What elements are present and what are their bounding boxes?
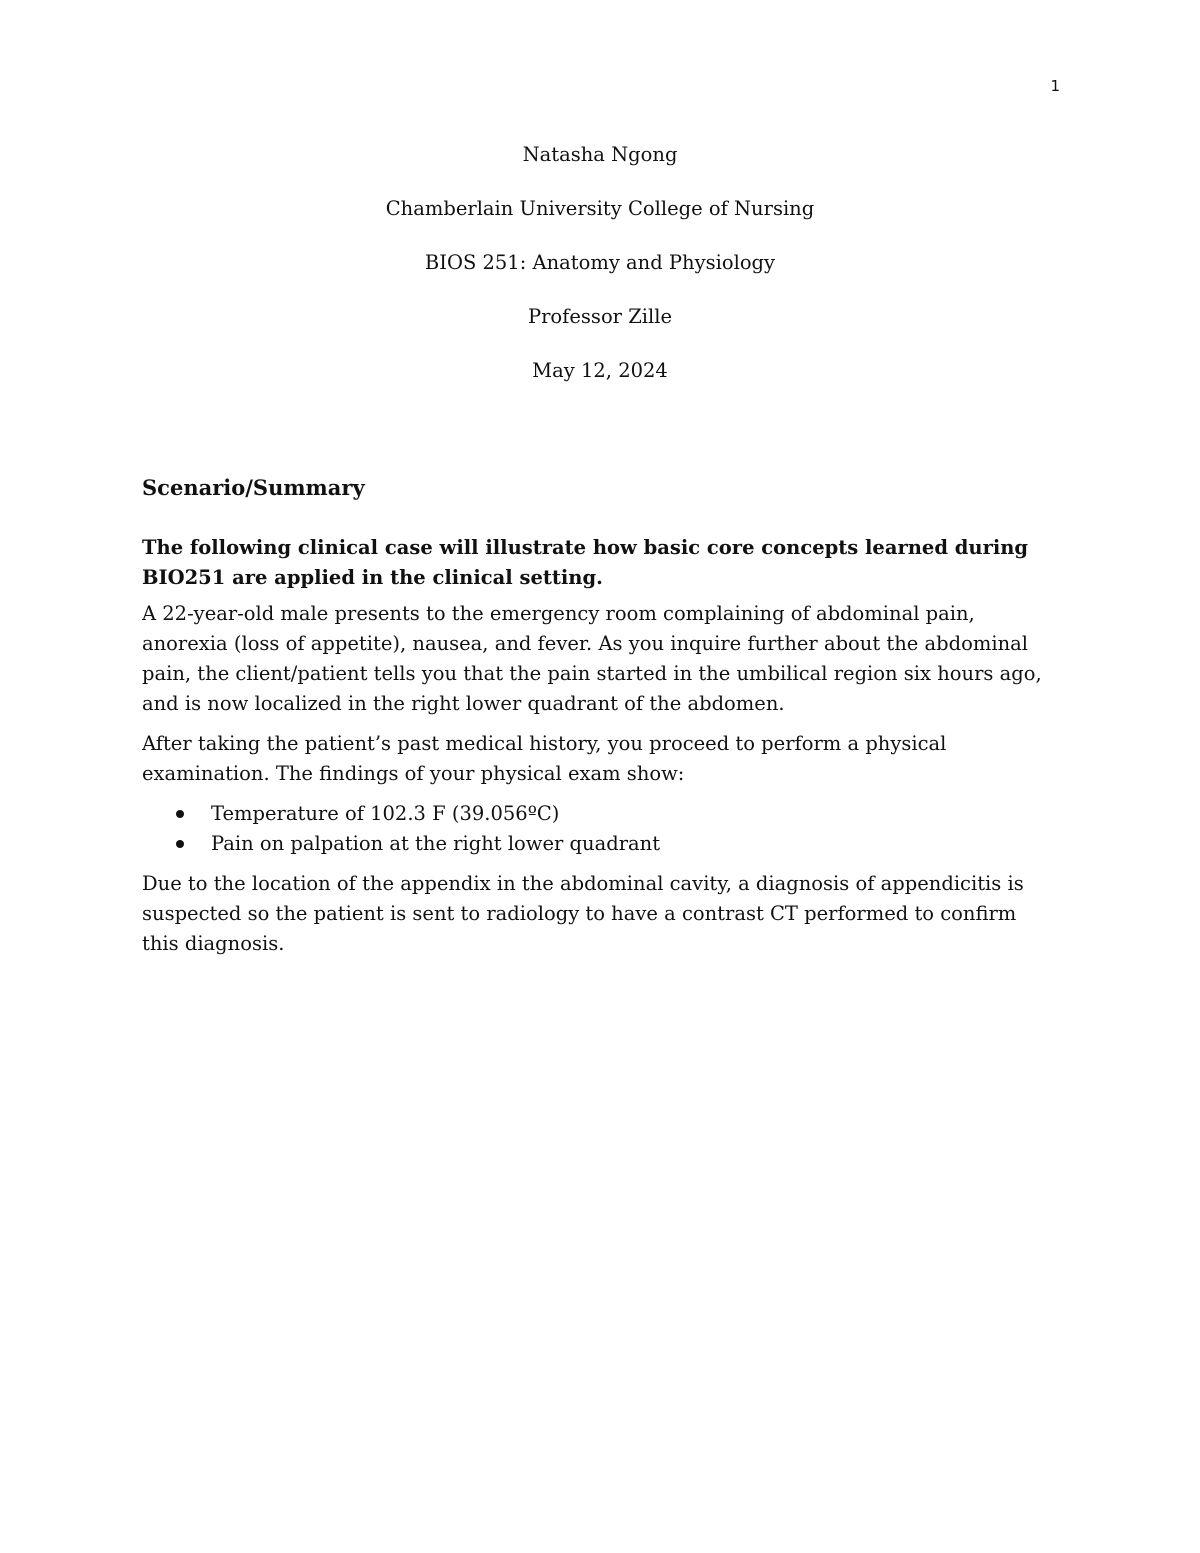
course-name: BIOS 251: Anatomy and Physiology [424, 251, 776, 274]
bullet-icon [176, 840, 184, 848]
finding-text: Temperature of 102.3 F (39.056ºC) [211, 802, 560, 825]
bullet-icon [176, 810, 184, 818]
diagnosis-paragraph: Due to the location of the appendix in the abdominal cavity, a diagnosis of appendicitis is suspected so the patient is sent to radiology to have a contrast CT performed to confirm this diagnosis. [142, 872, 1024, 955]
author-name: Natasha Ngong [522, 143, 678, 166]
lead-text: The following clinical case will illustrate how basic core concepts learned during BIO251 are applied in the clinical setting. [142, 536, 1029, 589]
section-heading: Scenario/Summary [142, 475, 365, 500]
findings-list [142, 799, 1042, 859]
title-block [140, 141, 1060, 411]
finding-text: Pain on palpation at the right lower quadrant [211, 832, 661, 855]
document-body [142, 471, 1042, 969]
list-item [142, 799, 1042, 829]
page-number: 1 [1050, 77, 1060, 95]
document-date: May 12, 2024 [532, 359, 668, 382]
exam-intro-paragraph: After taking the patient’s past medical history, you proceed to perform a physical examination. The findings of your physical exam show: [142, 732, 947, 785]
case-paragraph: A 22-year-old male presents to the emergency room complaining of abdominal pain, anorexia (loss of appetite), nausea, and fever. As you inquire further about the abdominal pain, the client/patient tells you that the pain started in the umbilical region six hours ago, and is now localized in the right lower quadrant of the abdomen. [142, 602, 1042, 715]
professor-name: Professor Zille [527, 305, 672, 328]
institution-name: Chamberlain University College of Nursing [385, 197, 815, 220]
list-item [142, 829, 1042, 859]
